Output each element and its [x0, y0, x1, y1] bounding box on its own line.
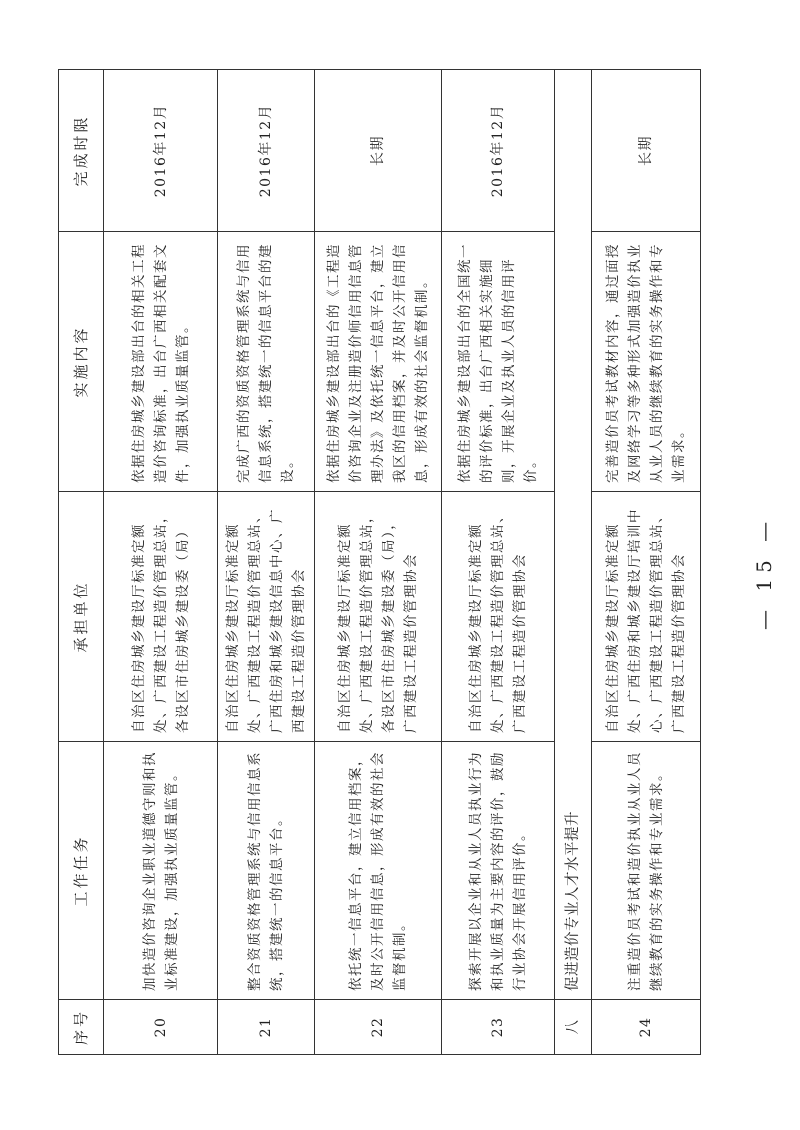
header-content: 实施内容: [59, 232, 104, 492]
table-row: [442, 70, 555, 1055]
row-deadline: 2016年12月: [218, 70, 315, 232]
row-unit: 自治区住房城乡建设厅标准定额处、广西建设工程造价管理总站，各设区市住房城乡建设委（局），广西建设工程造价管理协会: [315, 492, 442, 742]
row-task: 加快造价咨询企业职业道德守则和执业标准建设，加强执业质量监管。: [104, 742, 218, 1000]
table-row: [218, 70, 315, 1055]
row-number: 22: [315, 1000, 442, 1055]
row-deadline: 2016年12月: [442, 70, 555, 232]
table-row: [592, 70, 701, 1055]
row-content: 完善造价员考试教材内容，通过面授及网络学习等多种形式加强造价执业从业人员的继续教育的实务操作和专业需求。: [592, 232, 701, 492]
row-number: 24: [592, 1000, 701, 1055]
row-content: 完成广西的资质资格管理系统与信用信息系统，搭建统一的信息平台的建设。: [218, 232, 315, 492]
row-task: 整合资质资格管理系统与信用信息系统，搭建统一的信息平台。: [218, 742, 315, 1000]
row-deadline: 长期: [315, 70, 442, 232]
row-task: 探索开展以企业和从业人员执业行为和执业质量为主要内容的评价，鼓励行业协会开展信用评价。: [442, 742, 555, 1000]
header-unit: 承担单位: [59, 492, 104, 742]
row-number: 20: [104, 1000, 218, 1055]
row-deadline: 长期: [592, 70, 701, 232]
row-number: 23: [442, 1000, 555, 1055]
table-row: [104, 70, 218, 1055]
row-unit: 自治区住房城乡建设厅标准定额处、广西建设工程造价管理总站、广西住房和城乡建设信息中心、广西建设工程造价管理协会: [218, 492, 315, 742]
row-content: 依据住房城乡建设部出台的全国统一的评价标准，出台广西相关实施细则，开展企业及执业人员的信用评价。: [442, 232, 555, 492]
header-task: 工作任务: [59, 742, 104, 1000]
row-content: 依据住房城乡建设部出台的相关工程造价咨询标准，出台广西相关配套文件，加强执业质量监管。: [104, 232, 218, 492]
section-row: [555, 70, 592, 1055]
row-unit: 自治区住房城乡建设厅标准定额处、广西住房和城乡建设厅培训中心、广西建设工程造价管理总站、广西建设工程造价管理协会: [592, 492, 701, 742]
section-number: 八: [555, 1000, 592, 1055]
row-unit: 自治区住房城乡建设厅标准定额处、广西建设工程造价管理总站，各设区市住房城乡建设委（局）: [104, 492, 218, 742]
row-unit: 自治区住房城乡建设厅标准定额处、广西建设工程造价管理总站、广西建设工程造价管理协会: [442, 492, 555, 742]
row-deadline: 2016年12月: [104, 70, 218, 232]
header-row: [59, 70, 104, 1055]
row-task: 注重造价员考试和造价执业从业人员继续教育的实务操作和专业需求。: [592, 742, 701, 1000]
page-number: — 15 —: [752, 515, 776, 630]
row-task: 依托统一信息平台，建立信用档案，及时公开信用信息，形成有效的社会监督机制。: [315, 742, 442, 1000]
section-title: 促进造价专业人才水平提升: [555, 70, 592, 1000]
header-no: 序号: [59, 1000, 104, 1055]
table-row: [315, 70, 442, 1055]
row-content: 依据住房城乡建设部出台的《工程造价咨询企业及注册造价师信用信息管理办法》及依托统一信息平台，建立我区的信用档案，并及时公开信用信息，形成有效的社会监督机制。: [315, 232, 442, 492]
header-deadline: 完成时限: [59, 70, 104, 232]
row-number: 21: [218, 1000, 315, 1055]
task-table: [58, 69, 701, 1055]
